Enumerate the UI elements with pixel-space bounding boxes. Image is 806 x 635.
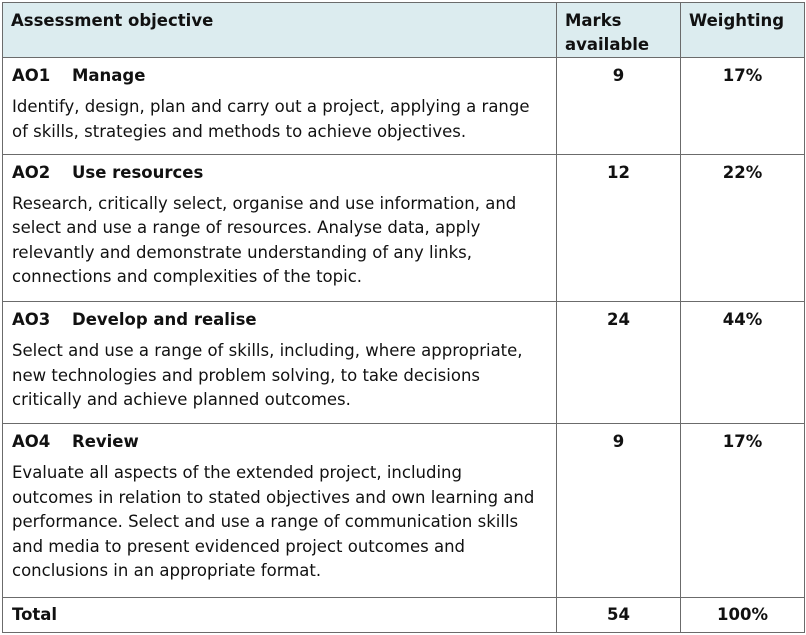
objective-code: AO3 xyxy=(12,310,51,330)
objective-cell xyxy=(3,424,557,598)
table-row-ao3 xyxy=(3,302,805,424)
marks-cell: 24 xyxy=(557,302,681,424)
header-row xyxy=(3,3,805,58)
objective-heading xyxy=(3,155,556,185)
header-marks xyxy=(557,3,681,58)
table-row-ao2 xyxy=(3,154,805,301)
marks-cell: 9 xyxy=(557,424,681,598)
weighting-cell: 17% xyxy=(681,424,805,598)
objective-cell xyxy=(3,302,557,424)
total-row xyxy=(3,597,805,632)
weighting-cell: 44% xyxy=(681,302,805,424)
header-weighting: Weighting xyxy=(681,3,805,58)
objective-title: Review xyxy=(72,432,139,452)
weighting-cell: 17% xyxy=(681,58,805,155)
objective-cell xyxy=(3,154,557,301)
table-row-ao4 xyxy=(3,424,805,598)
objective-description: Research, critically select, organise and use information, and select and use a range of resources. Analyse data, apply relevantly and demonstrate understanding of any links, connections and complexities of the topic. xyxy=(12,193,517,287)
objective-description: Evaluate all aspects of the extended project, including outcomes in relation to stated objectives and own learning and performance. Select and use a range of communication skills and media to present evidenced project outcomes and conclusions in an appropriate format. xyxy=(12,463,535,581)
total-marks: 54 xyxy=(557,597,681,632)
header-objective: Assessment objective xyxy=(3,3,557,58)
marks-cell: 12 xyxy=(557,154,681,301)
objective-heading xyxy=(3,424,556,454)
objective-heading xyxy=(3,58,556,88)
objective-code: AO4 xyxy=(12,432,51,452)
marks-cell: 9 xyxy=(557,58,681,155)
assessment-objectives-table xyxy=(2,2,805,633)
total-weighting: 100% xyxy=(681,597,805,632)
objective-cell xyxy=(3,58,557,155)
objective-heading xyxy=(3,302,556,332)
total-label: Total xyxy=(3,597,557,632)
objective-title: Manage xyxy=(72,66,146,85)
objective-description: Identify, design, plan and carry out a project, applying a range of skills, strategies and methods to achieve objectives. xyxy=(12,97,530,141)
weighting-cell: 22% xyxy=(681,154,805,301)
objective-title: Use resources xyxy=(72,162,204,182)
objective-code: AO2 xyxy=(12,162,51,182)
table-row-ao1 xyxy=(3,58,805,155)
header-marks-label: Marks available xyxy=(565,11,650,54)
objective-description: Select and use a range of skills, including, where appropriate, new technologies and problem solving, to take decisions critically and achieve planned outcomes. xyxy=(12,341,523,410)
objective-title: Develop and realise xyxy=(72,310,257,330)
objective-code: AO1 xyxy=(12,66,51,85)
